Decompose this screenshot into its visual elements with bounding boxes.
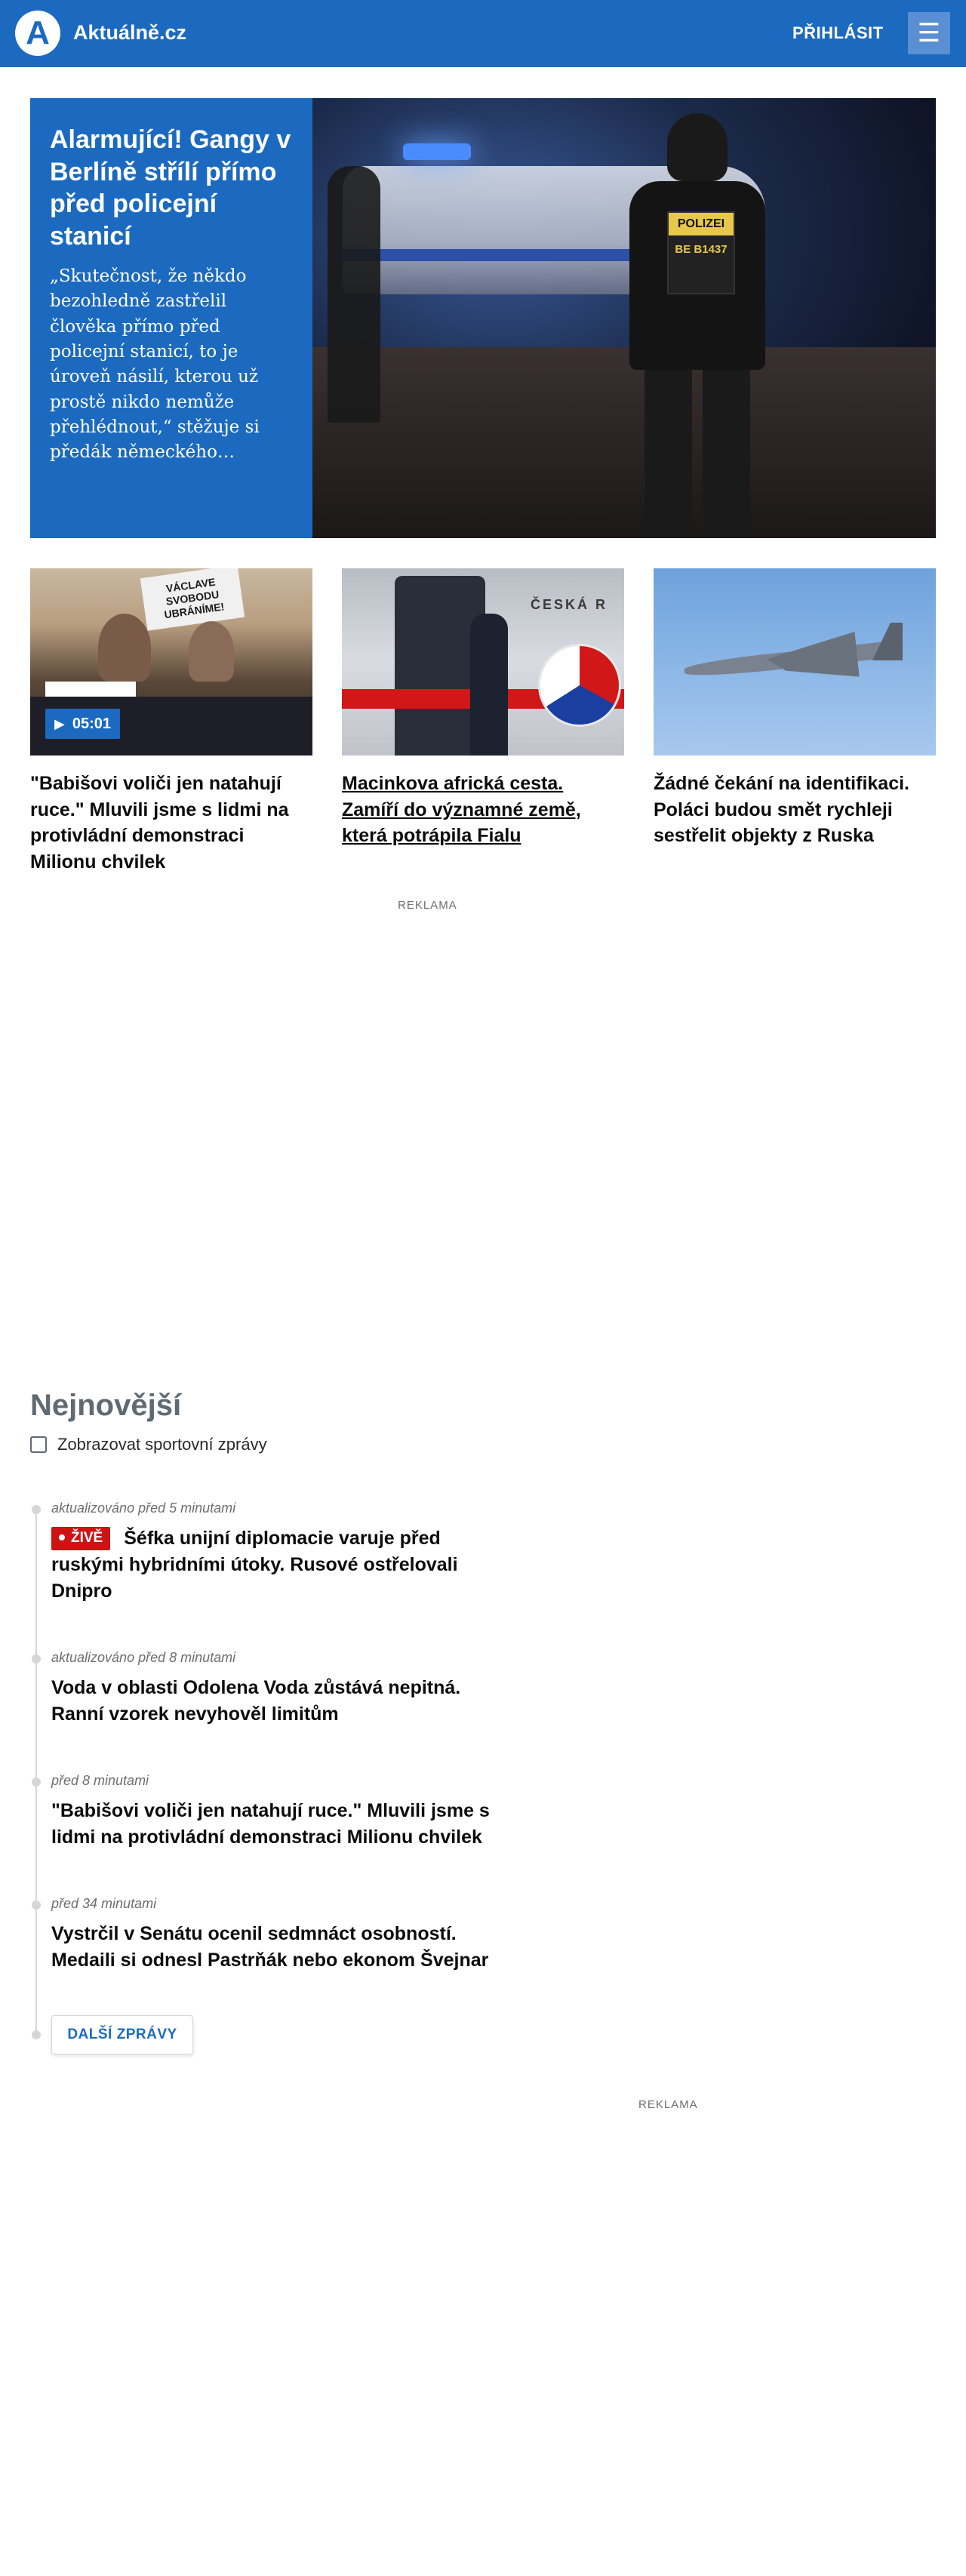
news-headline[interactable]: Vystrčil v Senátu ocenil sedmnáct osobností. Medaili si odnesl Pastrňák nebo ekonom Švejnar [51, 1923, 489, 1971]
officer-patch [667, 211, 735, 294]
timeline-dot [32, 1900, 41, 1910]
news-headline[interactable]: Voda v oblasti Odolena Voda zůstává nepitná. Ranní vzorek nevyhověl limitům [51, 1677, 461, 1725]
news-time: aktualizováno před 8 minutami [51, 1650, 236, 1665]
menu-button[interactable] [908, 12, 950, 54]
person-shape [189, 621, 234, 682]
news-time: před 34 minutami [51, 1896, 157, 1911]
jet-tail-shape [872, 623, 903, 660]
article-card-poland[interactable] [654, 568, 936, 849]
timeline-dot [32, 1505, 41, 1514]
hamburger-icon: ☰ [917, 19, 941, 48]
timeline-line [35, 1505, 37, 2033]
news-item[interactable] [51, 1896, 512, 1974]
card-title[interactable]: Macinkova africká cesta. Zamíří do významné země, která potrápila Fialu [342, 773, 581, 846]
timeline-dot [32, 1777, 41, 1787]
czech-emblem-shape [538, 644, 621, 727]
police-light [403, 143, 471, 160]
jet-wing-shape [764, 632, 860, 686]
protest-sign: VÁCLAVE SVOBODU UBRÁNÍME! [140, 568, 245, 631]
sport-news-checkbox[interactable] [30, 1436, 47, 1453]
live-badge [51, 1527, 110, 1550]
login-button[interactable]: PŘIHLÁSIT [792, 23, 884, 42]
hero-image[interactable] [312, 98, 936, 538]
section-title-newest: Nejnovější [30, 1389, 182, 1422]
news-headline[interactable] [51, 1525, 512, 1605]
card-image-jet[interactable] [654, 568, 936, 756]
sport-news-label[interactable]: Zobrazovat sportovní zprávy [57, 1435, 267, 1454]
site-name[interactable]: Aktuálně.cz [73, 21, 187, 44]
ad-label: REKLAMA [398, 899, 457, 912]
play-icon: ▶ [54, 716, 65, 731]
background-officer-shape [328, 166, 380, 423]
person-shape [98, 614, 151, 682]
hero-perex: „Skutečnost, že někdo bezohledně zastřelil člověka přímo před policejní stanicí, to je úroveň násilí, kterou už prostě nikdo nemůže přehlédnout,“ stěžuje si předák německého… [50, 266, 260, 463]
hero-article[interactable] [30, 98, 936, 538]
timeline-dot [32, 2030, 41, 2039]
live-label: ŽIVĚ [71, 1530, 103, 1546]
article-card-trip[interactable] [342, 568, 624, 849]
card-title[interactable]: Žádné čekání na identifikaci. Poláci budou smět rychleji sestřelit objekty z Ruska [654, 773, 910, 846]
card-image-plane[interactable] [342, 568, 624, 756]
site-header [0, 0, 966, 67]
live-dot-icon [59, 1534, 65, 1540]
news-item[interactable] [51, 1500, 512, 1605]
card-title[interactable]: "Babišovi voliči jen natahují ruce." Mluvili jsme s lidmi na protivládní demonstraci Milionu chvilek [30, 773, 289, 873]
patch-top-text: POLIZEI [669, 213, 734, 235]
man-figure [470, 614, 508, 756]
card-image-protest[interactable] [30, 568, 312, 756]
news-headline-text[interactable]: Šéfka unijní diplomacie varuje před ruskými hybridními útoky. Rusové ostřelovali Dnipro [51, 1528, 458, 1602]
news-item[interactable] [51, 1773, 512, 1851]
news-time: aktualizováno před 5 minutami [51, 1500, 236, 1516]
more-news-button[interactable]: DALŠÍ ZPRÁVY [51, 2015, 193, 2054]
hero-text-panel[interactable] [30, 98, 312, 538]
video-badge[interactable] [45, 709, 120, 739]
logo-letter: A [26, 14, 50, 51]
article-card-protest[interactable] [30, 568, 312, 875]
officer-legs [645, 370, 750, 538]
police-officer-figure [614, 113, 780, 538]
ad-label: REKLAMA [638, 2098, 698, 2111]
news-headline[interactable]: "Babišovi voliči jen natahují ruce." Mluvili jsme s lidmi na protivládní demonstraci Milionu chvilek [51, 1800, 490, 1848]
news-item[interactable] [51, 1650, 512, 1728]
officer-helmet [667, 113, 728, 181]
video-duration: 05:01 [72, 715, 111, 732]
site-logo[interactable] [15, 11, 60, 56]
timeline-dot [32, 1654, 41, 1663]
news-time: před 8 minutami [51, 1773, 149, 1788]
sport-news-toggle[interactable] [30, 1435, 267, 1454]
patch-bottom-text: BE B1437 [675, 243, 728, 256]
hero-title[interactable]: Alarmující! Gangy v Berlíně střílí přímo před policejní stanicí [50, 125, 291, 251]
plane-label: ČESKÁ R [531, 597, 608, 612]
